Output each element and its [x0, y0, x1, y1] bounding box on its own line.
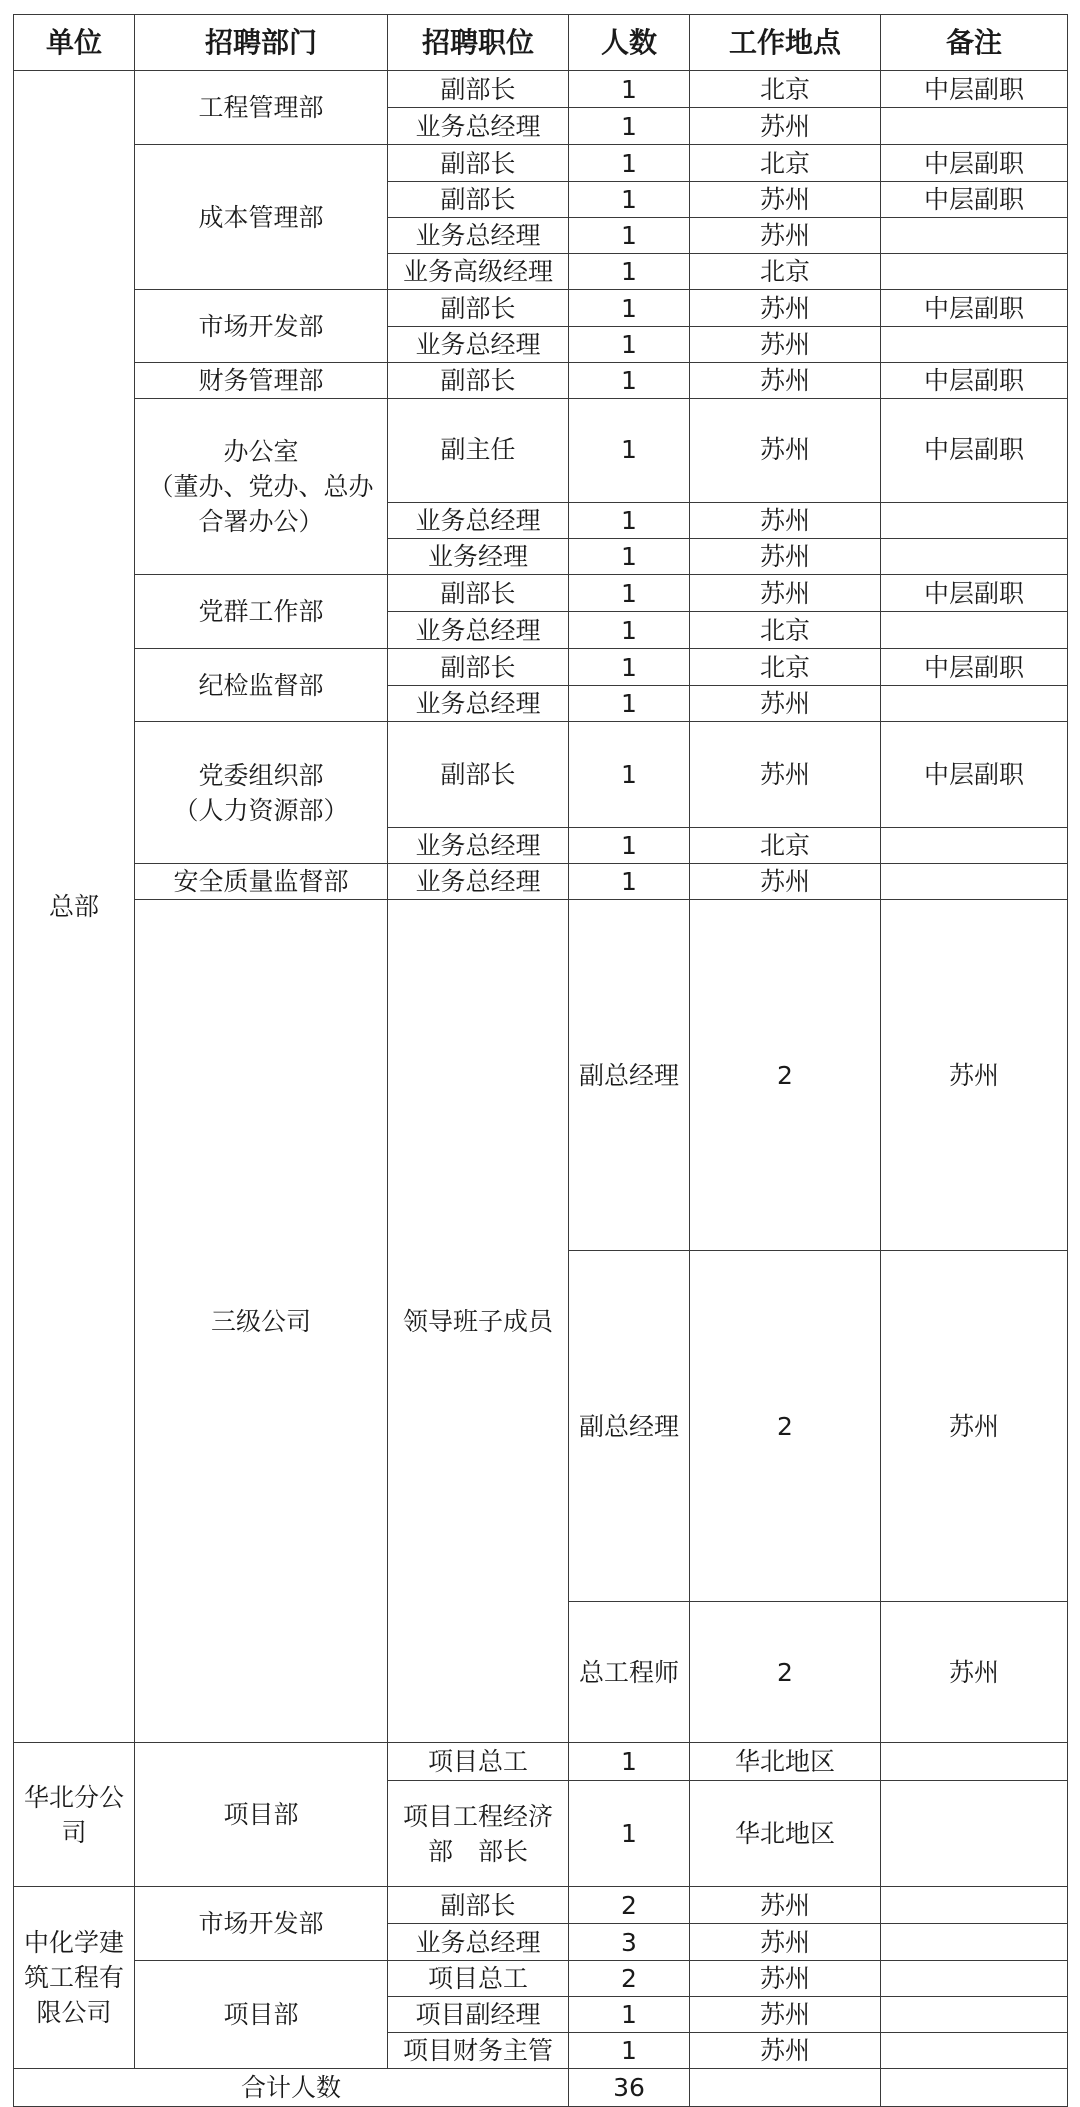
note-cell [881, 539, 1068, 575]
recruitment-table [13, 14, 1068, 2107]
location-cell: 苏州 [690, 363, 881, 399]
count-cell: 1 [569, 399, 690, 503]
location-cell: 苏州 [690, 1924, 881, 1961]
note-cell [881, 218, 1068, 254]
position-cell: 业务总经理 [388, 864, 569, 900]
position-cell: 业务总经理 [388, 828, 569, 864]
count-cell: 1 [569, 1997, 690, 2033]
count-cell: 1 [569, 828, 690, 864]
note-cell [881, 1961, 1068, 1997]
count-cell: 1 [569, 108, 690, 145]
location-cell: 苏州 [881, 900, 1068, 1251]
count-cell: 2 [690, 900, 881, 1251]
count-cell: 1 [569, 1781, 690, 1887]
table-row [14, 900, 1068, 1251]
position-cell: 副部长 [388, 649, 569, 686]
note-cell [881, 503, 1068, 539]
location-cell: 苏州 [690, 539, 881, 575]
note-cell: 中层副职 [881, 145, 1068, 182]
department-cell: 党群工作部 [135, 575, 388, 649]
table-row [14, 864, 1068, 900]
note-cell [881, 2033, 1068, 2069]
table-row [14, 1887, 1068, 1924]
location-cell: 苏州 [690, 686, 881, 722]
unit-cell: 三级公司 [135, 900, 388, 1743]
count-cell: 1 [569, 539, 690, 575]
location-cell: 苏州 [690, 1887, 881, 1924]
note-cell: 中层副职 [881, 575, 1068, 612]
count-cell: 1 [569, 503, 690, 539]
position-cell: 项目工程经济部 部长 [388, 1781, 569, 1887]
position-cell: 副部长 [388, 290, 569, 327]
department-cell: 项目部 [135, 1961, 388, 2069]
location-cell: 苏州 [690, 327, 881, 363]
table-row [14, 649, 1068, 686]
count-cell: 1 [569, 864, 690, 900]
note-cell [881, 254, 1068, 290]
location-cell: 苏州 [881, 1602, 1068, 1743]
note-cell: 中层副职 [881, 182, 1068, 218]
location-cell: 苏州 [690, 2033, 881, 2069]
department-cell: 办公室 （董办、党办、总办合署办公） [135, 399, 388, 575]
count-cell: 1 [569, 290, 690, 327]
location-cell: 苏州 [690, 1961, 881, 1997]
count-cell: 1 [569, 612, 690, 649]
position-cell: 副主任 [388, 399, 569, 503]
location-cell: 苏州 [881, 1251, 1068, 1602]
department-cell: 市场开发部 [135, 1887, 388, 1961]
count-cell: 1 [569, 722, 690, 828]
unit-cell: 中化学建筑工程有限公司 [14, 1887, 135, 2069]
header-row [14, 15, 1068, 71]
position-cell: 副部长 [388, 1887, 569, 1924]
department-cell: 市场开发部 [135, 290, 388, 363]
position-cell: 副部长 [388, 145, 569, 182]
location-cell: 苏州 [690, 290, 881, 327]
total-count: 36 [569, 2069, 690, 2107]
note-cell: 中层副职 [881, 71, 1068, 108]
note-cell [881, 1997, 1068, 2033]
position-cell: 业务高级经理 [388, 254, 569, 290]
department-cell: 项目部 [135, 1743, 388, 1887]
header-department: 招聘部门 [135, 15, 388, 71]
position-cell: 副总经理 [569, 1251, 690, 1602]
count-cell: 2 [569, 1887, 690, 1924]
table-row [14, 71, 1068, 108]
location-cell: 华北地区 [690, 1743, 881, 1781]
location-cell: 苏州 [690, 1997, 881, 2033]
count-cell: 1 [569, 327, 690, 363]
department-cell: 领导班子成员 [388, 900, 569, 1743]
location-cell: 苏州 [690, 864, 881, 900]
note-cell [881, 828, 1068, 864]
position-cell: 副部长 [388, 182, 569, 218]
header-note: 备注 [881, 15, 1068, 71]
table-row [14, 722, 1068, 828]
position-cell: 副部长 [388, 575, 569, 612]
unit-cell: 总部 [14, 71, 135, 1743]
position-cell: 副部长 [388, 71, 569, 108]
location-cell: 北京 [690, 828, 881, 864]
location-cell: 北京 [690, 612, 881, 649]
note-cell [881, 108, 1068, 145]
location-cell: 苏州 [690, 575, 881, 612]
unit-cell: 华北分公司 [14, 1743, 135, 1887]
table-row [14, 1743, 1068, 1781]
location-cell: 苏州 [690, 218, 881, 254]
location-cell: 北京 [690, 254, 881, 290]
location-cell: 苏州 [690, 182, 881, 218]
location-cell: 北京 [690, 71, 881, 108]
header-position: 招聘职位 [388, 15, 569, 71]
position-cell: 业务总经理 [388, 218, 569, 254]
position-cell: 项目副经理 [388, 1997, 569, 2033]
count-cell: 1 [569, 182, 690, 218]
location-cell: 苏州 [690, 722, 881, 828]
department-cell: 财务管理部 [135, 363, 388, 399]
count-cell: 1 [569, 686, 690, 722]
count-cell: 3 [569, 1924, 690, 1961]
note-cell [881, 1781, 1068, 1887]
table-row [14, 363, 1068, 399]
position-cell: 项目总工 [388, 1743, 569, 1781]
count-cell: 1 [569, 363, 690, 399]
position-cell: 业务总经理 [388, 503, 569, 539]
department-cell: 安全质量监督部 [135, 864, 388, 900]
position-cell: 业务总经理 [388, 1924, 569, 1961]
table-row [14, 399, 1068, 503]
note-cell [881, 1924, 1068, 1961]
count-cell: 2 [569, 1961, 690, 1997]
count-cell: 1 [569, 575, 690, 612]
table-row [14, 575, 1068, 612]
location-cell: 北京 [690, 649, 881, 686]
header-count: 人数 [569, 15, 690, 71]
note-cell: 中层副职 [881, 399, 1068, 503]
position-cell: 业务总经理 [388, 327, 569, 363]
note-cell [881, 1887, 1068, 1924]
position-cell: 总工程师 [569, 1602, 690, 1743]
department-cell: 工程管理部 [135, 71, 388, 145]
location-cell: 苏州 [690, 399, 881, 503]
note-cell [881, 1743, 1068, 1781]
location-cell: 苏州 [690, 108, 881, 145]
department-cell: 成本管理部 [135, 145, 388, 290]
department-cell: 党委组织部 （人力资源部） [135, 722, 388, 864]
total-note-empty [881, 2069, 1068, 2107]
note-cell [881, 686, 1068, 722]
header-unit: 单位 [14, 15, 135, 71]
position-cell: 业务经理 [388, 539, 569, 575]
position-cell: 副部长 [388, 363, 569, 399]
note-cell: 中层副职 [881, 649, 1068, 686]
count-cell: 1 [569, 71, 690, 108]
position-cell: 项目财务主管 [388, 2033, 569, 2069]
position-cell: 项目总工 [388, 1961, 569, 1997]
total-label: 合计人数 [14, 2069, 569, 2107]
location-cell: 华北地区 [690, 1781, 881, 1887]
note-cell [881, 864, 1068, 900]
table-row [14, 1961, 1068, 1997]
count-cell: 1 [569, 1743, 690, 1781]
position-cell: 副总经理 [569, 900, 690, 1251]
position-cell: 业务总经理 [388, 612, 569, 649]
total-location-empty [690, 2069, 881, 2107]
count-cell: 1 [569, 145, 690, 182]
note-cell [881, 612, 1068, 649]
note-cell: 中层副职 [881, 290, 1068, 327]
count-cell: 1 [569, 2033, 690, 2069]
count-cell: 1 [569, 254, 690, 290]
count-cell: 2 [690, 1602, 881, 1743]
position-cell: 业务总经理 [388, 686, 569, 722]
table-row [14, 290, 1068, 327]
note-cell [881, 327, 1068, 363]
position-cell: 副部长 [388, 722, 569, 828]
note-cell: 中层副职 [881, 722, 1068, 828]
header-location: 工作地点 [690, 15, 881, 71]
count-cell: 2 [690, 1251, 881, 1602]
department-cell: 纪检监督部 [135, 649, 388, 722]
note-cell: 中层副职 [881, 363, 1068, 399]
count-cell: 1 [569, 649, 690, 686]
location-cell: 苏州 [690, 503, 881, 539]
count-cell: 1 [569, 218, 690, 254]
total-row [14, 2069, 1068, 2107]
position-cell: 业务总经理 [388, 108, 569, 145]
location-cell: 北京 [690, 145, 881, 182]
table-row [14, 145, 1068, 182]
